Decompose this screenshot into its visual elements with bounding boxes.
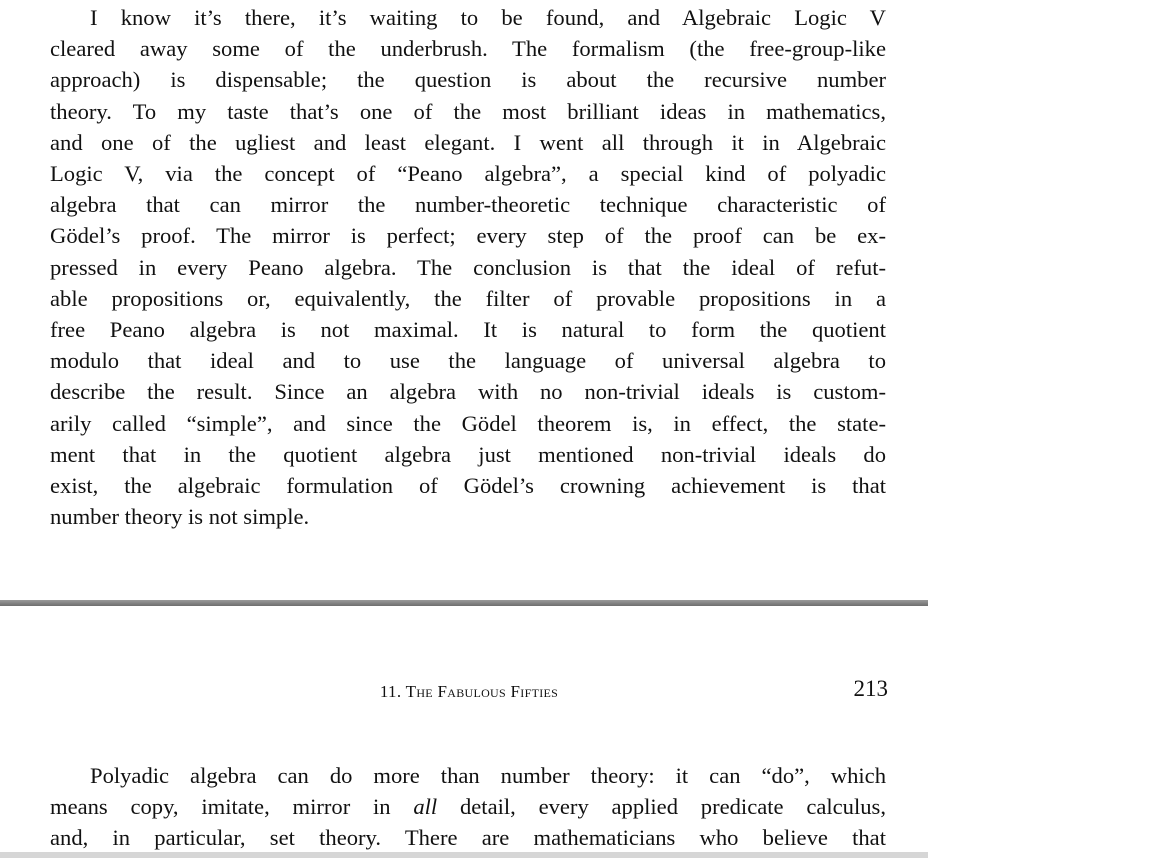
chapter-title: 11. The Fabulous Fifties <box>379 682 559 701</box>
text-line: I know it’s there, it’s waiting to be found, and Algebraic Logic V <box>90 5 886 30</box>
text-line: cleared away some of the underbrush. The formalism (the free-group-like <box>50 36 886 62</box>
text-line: algebra that can mirror the number-theoretic technique characteristic of <box>50 192 886 218</box>
running-head <box>50 676 888 710</box>
text-line: describe the result. Since an algebra with no non-trivial ideals is custom- <box>50 379 886 405</box>
text-line: modulo that ideal and to use the language of universal algebra to <box>50 348 886 374</box>
text-line: and one of the ugliest and least elegant. I went all through it in Algebraic <box>50 129 886 155</box>
text-line: arily called “simple”, and since the Gödel theorem is, in effect, the state- <box>50 410 886 436</box>
text-line: approach) is dispensable; the question is about the recursive number <box>50 67 886 93</box>
text-line: free Peano algebra is not maximal. It is natural to form the quotient <box>50 317 886 343</box>
text-line: Logic V, via the concept of “Peano algebra”, a special kind of polyadic <box>50 161 886 187</box>
text-run: means copy, imitate, mirror in <box>50 794 414 820</box>
text-line: pressed in every Peano algebra. The conclusion is that the ideal of refut- <box>50 254 886 280</box>
page-number: 213 <box>853 676 888 701</box>
viewer-bottom-edge <box>0 852 928 858</box>
text-line <box>50 791 886 822</box>
text-line: and, in particular, set theory. There are mathematicians who believe that <box>50 825 886 851</box>
paragraph-godel-algebra <box>50 2 886 532</box>
text-run: detail, every applied predicate calculus, <box>437 794 886 820</box>
text-line: theory. To my taste that’s one of the most brilliant ideas in mathematics, <box>50 98 886 124</box>
text-line: able propositions or, equivalently, the filter of provable propositions in a <box>50 285 886 311</box>
text-line: number theory is not simple. <box>50 504 310 530</box>
emphasis-text: all <box>413 794 438 820</box>
text-line: ment that in the quotient algebra just mentioned non-trivial ideals do <box>50 441 886 467</box>
text-line: Gödel’s proof. The mirror is perfect; every step of the proof can be ex- <box>50 223 886 249</box>
paragraph-polyadic-algebra <box>50 760 886 854</box>
text-line: exist, the algebraic formulation of Gödel’s crowning achievement is that <box>50 473 886 499</box>
text-line: Polyadic algebra can do more than number theory: it can “do”, which <box>90 763 886 788</box>
